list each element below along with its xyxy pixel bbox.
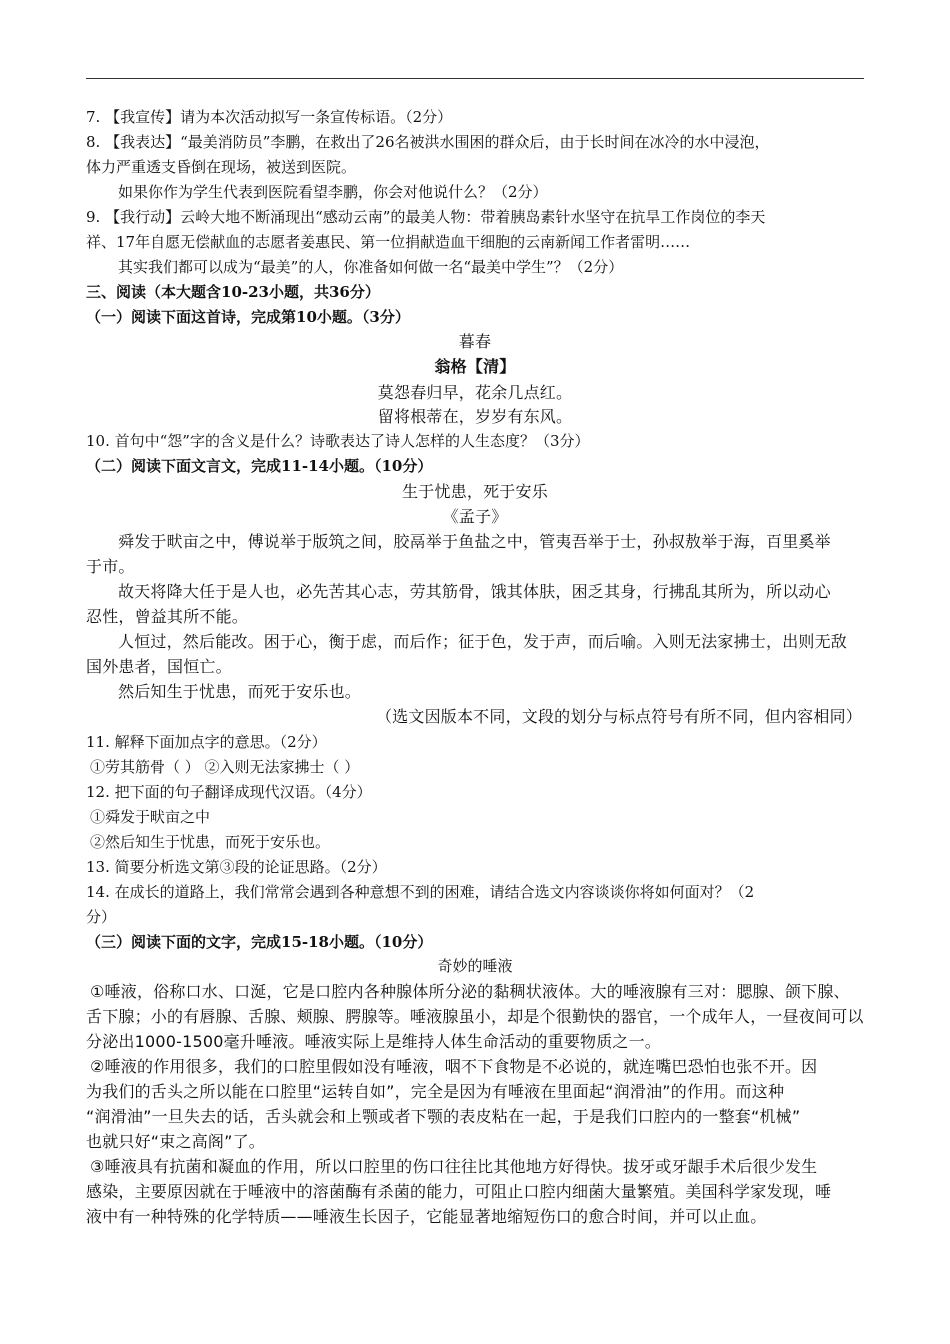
- question-14-line2: 分）: [86, 908, 117, 926]
- question-8-line3: 如果你作为学生代表到医院看望李鹏，你会对他说什么？（2分）: [118, 183, 548, 201]
- question-8-line1: 8. 【我表达】“最美消防员”李鹏，在救出了26名被洪水围困的群众后，由于长时间在冰冷的水中浸泡，: [86, 133, 770, 151]
- question-8-line2: 体力严重透支昏倒在现场，被送到医院。: [86, 158, 357, 176]
- article-p2-line4: 也就只好“束之高阁”了。: [86, 1132, 265, 1151]
- article-p2-line2: 为我们的舌头之所以能在口腔里“运转自如”，完全是因为有唾液在里面起“润滑油”的作用。而这种: [86, 1082, 785, 1101]
- article-p3-line1: ③唾液具有抗菌和凝血的作用，所以口腔里的伤口往往比其他地方好得快。拔牙或牙龈手术后很少发生: [90, 1157, 818, 1176]
- question-13: 13. 简要分析选文第③段的论证思路。（2分）: [86, 858, 387, 876]
- section-3-heading: 三、阅读（本大题含10-23小题，共36分）: [86, 283, 380, 301]
- header-rule: [86, 78, 864, 79]
- classical-p1-line1: 舜发于畎亩之中，傅说举于版筑之间，胶鬲举于鱼盐之中，管夷吾举于士，孙叔敖举于海，百里奚举: [118, 532, 831, 551]
- poem-author: 翁格【清】: [434, 357, 516, 376]
- question-12: 12. 把下面的句子翻译成现代汉语。（4分）: [86, 783, 372, 801]
- question-12-item1: ①舜发于畎亩之中: [90, 808, 211, 826]
- article-p2-line3: “润滑油”一旦失去的话，舌头就会和上颚或者下颚的表皮粘在一起，于是我们口腔内的一整套“机械”: [86, 1107, 801, 1126]
- classical-source: 《孟子》: [442, 507, 508, 526]
- article-p2-line1: ②唾液的作用很多，我们的口腔里假如没有唾液，咽不下食物是不必说的，就连嘴巴恐怕也张不开。因: [90, 1057, 818, 1076]
- classical-p3-line2: 国外患者，国恒亡。: [86, 657, 232, 676]
- classical-p2-line2: 忍性，曾益其所不能。: [86, 607, 249, 626]
- question-12-item2: ②然后知生于忧患，而死于安乐也。: [90, 833, 331, 851]
- poem-line-1: 莫怨春归早，花余几点红。: [377, 383, 573, 402]
- article-title: 奇妙的唾液: [437, 957, 513, 975]
- classical-p3-line1: 人恒过，然后能改。困于心，衡于虑，而后作；征于色，发于声，而后喻。入则无法家拂士，出则无敌: [118, 632, 848, 651]
- classical-note: （选文因版本不同，文段的划分与标点符号有所不同，但内容相同）: [375, 707, 862, 726]
- classical-title: 生于忧患，死于安乐: [402, 482, 548, 501]
- question-14-line1: 14. 在成长的道路上，我们常常会遇到各种意想不到的困难，请结合选文内容谈谈你将如何面对？（2: [86, 883, 755, 901]
- question-7: 7. 【我宣传】请为本次活动拟写一条宣传标语。（2分）: [86, 108, 453, 126]
- question-9-line3: 其实我们都可以成为“最美”的人，你准备如何做一名“最美中学生”？（2分）: [118, 258, 624, 276]
- part-2-intro: （二）阅读下面文言文，完成11-14小题。（10分）: [86, 457, 433, 475]
- part-3-intro: （三）阅读下面的文字，完成15-18小题。（10分）: [86, 933, 433, 951]
- question-10: 10. 首句中“怨”字的含义是什么？诗歌表达了诗人怎样的人生态度？（3分）: [86, 432, 590, 450]
- article-p1-line1: ①唾液，俗称口水、口涎，它是口腔内各种腺体所分泌的黏稠状液体。大的唾液腺有三对：腮腺、颌下腺、: [90, 982, 850, 1001]
- part-1-intro: （一）阅读下面这首诗，完成第10小题。（3分）: [86, 308, 410, 326]
- article-p3-line2: 感染，主要原因就在于唾液中的溶菌酶有杀菌的能力，可阻止口腔内细菌大量繁殖。美国科学家发现，唾: [86, 1182, 832, 1201]
- classical-p4: 然后知生于忧患，而死于安乐也。: [118, 682, 362, 701]
- classical-p1-line2: 于市。: [86, 557, 135, 576]
- question-9-line1: 9. 【我行动】云岭大地不断涌现出“感动云南”的最美人物：带着胰岛素针水坚守在抗旱工作岗位的李天: [86, 208, 766, 226]
- article-p1-line2: 舌下腺；小的有唇腺、舌腺、颊腺、腭腺等。唾液腺虽小，却是个很勤快的器官，一个成年人，一昼夜间可以: [86, 1007, 864, 1026]
- article-p3-line3: 液中有一种特殊的化学特质——唾液生长因子，它能显著地缩短伤口的愈合时间，并可以止血。: [86, 1207, 767, 1226]
- poem-line-2: 留将根蒂在，岁岁有东风。: [377, 407, 573, 426]
- poem-title: 暮春: [458, 332, 492, 351]
- question-11: 11. 解释下面加点字的意思。（2分）: [86, 733, 327, 751]
- classical-p2-line1: 故天将降大任于是人也，必先苦其心志，劳其筋骨，饿其体肤，困乏其身，行拂乱其所为，所以动心: [118, 582, 831, 601]
- question-9-line2: 祥、17年自愿无偿献血的志愿者姜惠民、第一位捐献造血干细胞的云南新闻工作者雷明……: [86, 233, 691, 251]
- question-11-items: ①劳其筋骨（ ） ②入则无法家拂士（ ）: [90, 758, 360, 776]
- article-p1-line3: 分泌出1000-1500毫升唾液。唾液实际上是维持人体生命活动的重要物质之一。: [86, 1032, 662, 1051]
